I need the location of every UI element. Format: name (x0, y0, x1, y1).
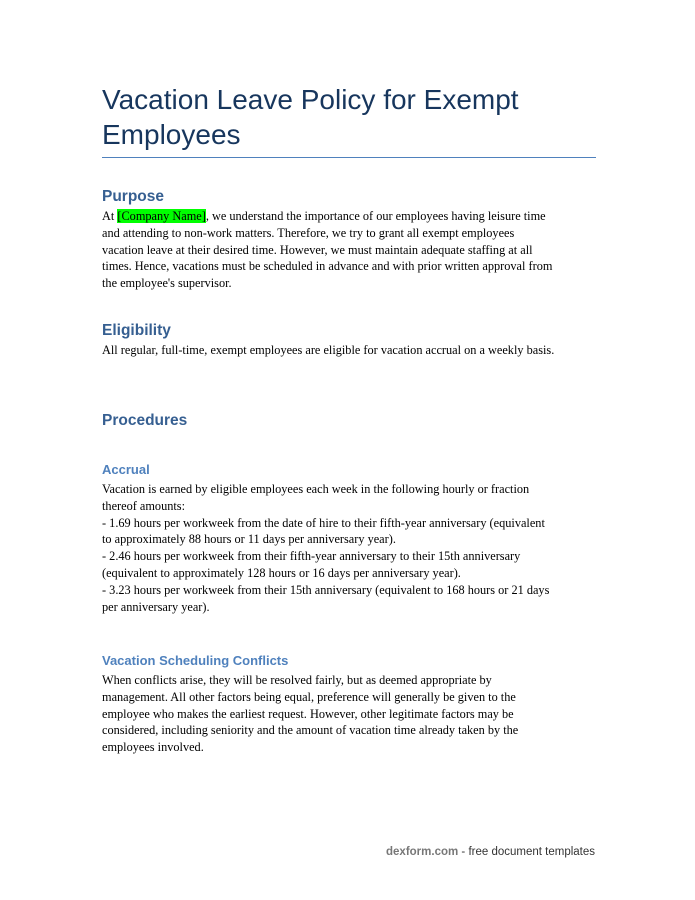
scheduling-line: When conflicts arise, they will be resolved fairly, but as deemed appropriate by (102, 673, 492, 687)
title-divider (102, 157, 596, 158)
title-line-2: Employees (102, 119, 241, 150)
document-title (102, 82, 596, 152)
purpose-line-4: times. Hence, vacations must be scheduled in advance and with prior written approval from (102, 259, 553, 274)
accrual-line: per anniversary year). (102, 599, 210, 614)
footer-brand-link[interactable]: dexform.com (386, 846, 459, 858)
procedures-heading: Procedures (102, 412, 188, 429)
purpose-line-1-prefix: At (102, 209, 118, 223)
purpose-line-2: and attending to non-work matters. Therefore, we try to grant all exempt employees (102, 225, 515, 240)
scheduling-line: considered, including seniority and the amount of vacation time already taken by the (102, 723, 519, 738)
purpose-line-5: the employee's supervisor. (102, 276, 232, 291)
footer-credit (386, 846, 595, 858)
accrual-line: Vacation is earned by eligible employees each week in the following hourly or fraction (102, 482, 530, 496)
accrual-line: - 2.46 hours per workweek from their fifth-year anniversary to their 15th anniversary (102, 549, 521, 564)
purpose-heading: Purpose (102, 188, 165, 205)
accrual-heading: Accrual (102, 462, 150, 477)
company-name-placeholder: [Company Name] (117, 209, 206, 223)
accrual-line: (equivalent to approximately 128 hours or 16 days per anniversary year). (102, 565, 461, 580)
accrual-line: - 3.23 hours per workweek from their 15th anniversary (equivalent to 168 hours or 21 days (102, 582, 550, 597)
eligibility-paragraph (102, 342, 596, 359)
purpose-line-1 (102, 208, 596, 225)
title-line-1: Vacation Leave Policy for Exempt (102, 84, 519, 115)
eligibility-line-1: All regular, full-time, exempt employees are eligible for vacation accrual on a weekly basis. (102, 343, 555, 357)
purpose-line-3: vacation leave at their desired time. However, we must maintain adequate staffing at all (102, 242, 533, 257)
accrual-paragraph (102, 481, 596, 615)
accrual-line: thereof amounts: (102, 498, 185, 513)
scheduling-paragraph (102, 672, 596, 756)
eligibility-heading: Eligibility (102, 322, 171, 339)
footer-tagline: - free document templates (458, 846, 596, 858)
scheduling-line: employee who makes the earliest request. However, other legitimate factors may be (102, 706, 514, 721)
scheduling-conflicts-heading: Vacation Scheduling Conflicts (102, 653, 289, 668)
accrual-line: to approximately 88 hours or 11 days per anniversary year). (102, 532, 396, 547)
purpose-paragraph (102, 208, 596, 292)
scheduling-line: management. All other factors being equal, preference will generally be given to the (102, 689, 516, 704)
purpose-line-1-suffix: , we understand the importance of our employees having leisure time (205, 209, 546, 223)
accrual-line: - 1.69 hours per workweek from the date of hire to their fifth-year anniversary (equivalent (102, 515, 545, 530)
scheduling-line: employees involved. (102, 740, 204, 755)
